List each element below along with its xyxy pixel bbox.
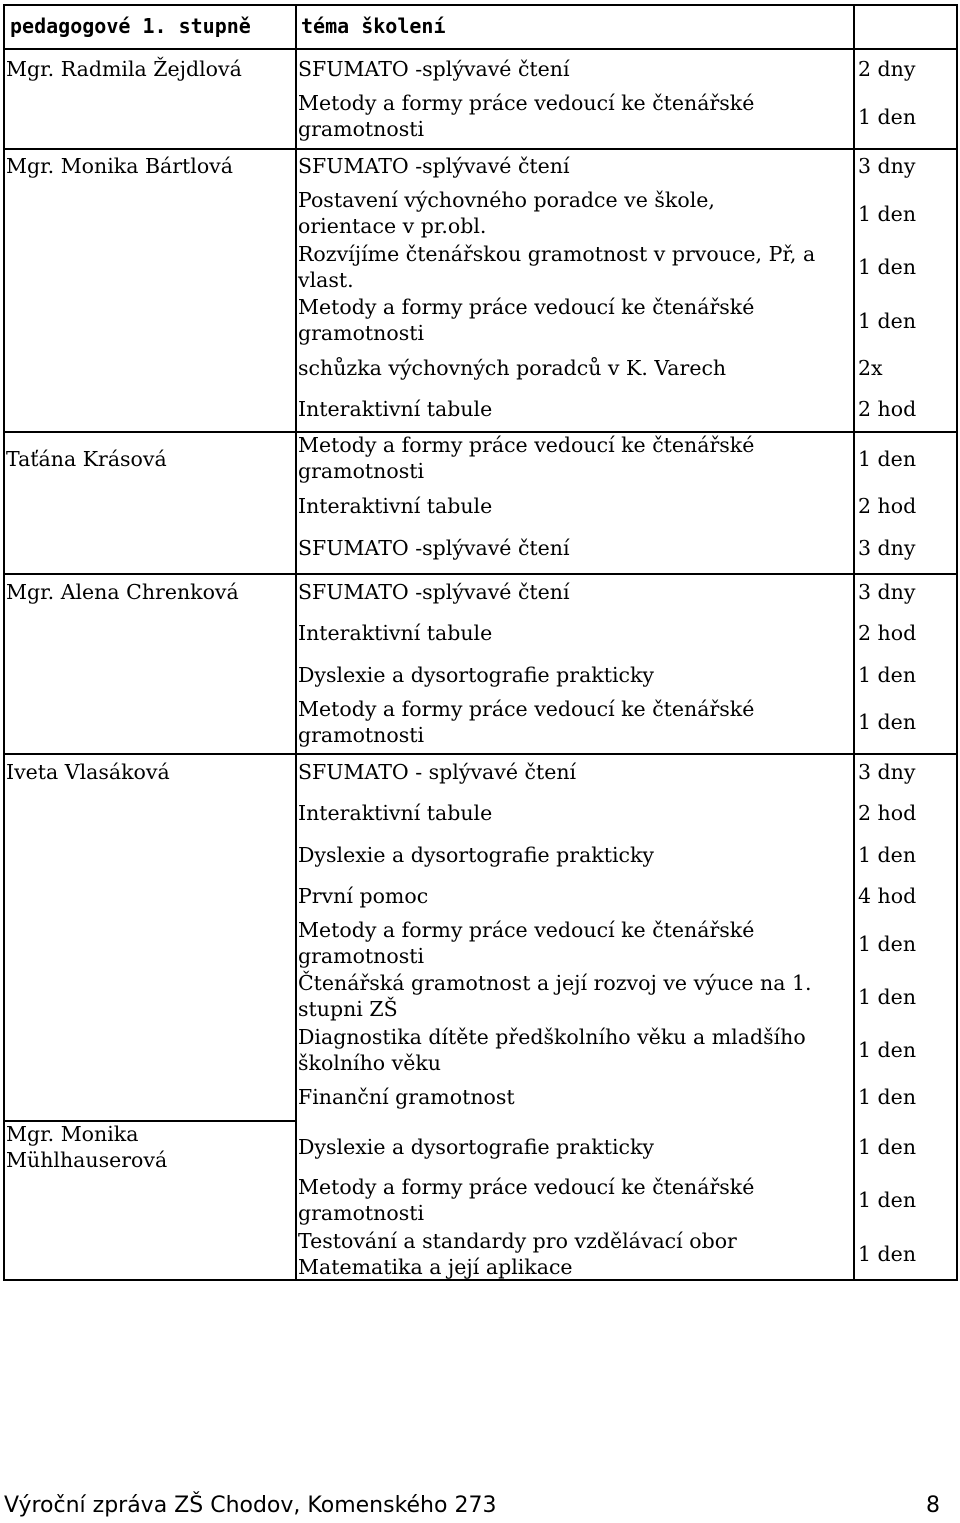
duration-cell: 2 hod: [858, 801, 917, 825]
row-divider: [5, 753, 956, 755]
duration-cell: 1 den: [858, 105, 917, 129]
duration-cell: 2 dny: [858, 57, 916, 81]
header-teachers: pedagogové 1. stupně: [10, 14, 251, 38]
topic-cell: Rozvíjíme čtenářskou gramotnost v prvouce, Př, a vlast.: [298, 242, 816, 292]
teacher-name: Mgr. Radmila Žejdlová: [6, 57, 242, 81]
topic-cell: Čtenářská gramotnost a její rozvoj ve výuce na 1. stupni ZŠ: [298, 971, 812, 1021]
duration-cell: 3 dny: [858, 760, 916, 784]
topic-cell: Metody a formy práce vedoucí ke čtenářské gramotnosti: [298, 295, 755, 345]
column-divider: [853, 6, 855, 1279]
duration-cell: 1 den: [858, 1188, 917, 1212]
topic-cell: Interaktivní tabule: [298, 397, 493, 421]
duration-cell: 3 dny: [858, 154, 916, 178]
topic-cell: SFUMATO -splývavé čtení: [298, 536, 570, 560]
topic-cell: První pomoc: [298, 884, 429, 908]
duration-cell: 1 den: [858, 710, 917, 734]
page-footer: [4, 1492, 940, 1520]
topic-cell: schůzka výchovných poradců v K. Varech: [298, 356, 727, 380]
duration-cell: 1 den: [858, 663, 917, 687]
topic-cell: Diagnostika dítěte předškolního věku a mladšího školního věku: [298, 1025, 806, 1075]
teacher-name: Mgr. Monika Mühlhauserová: [6, 1122, 168, 1172]
duration-cell: 1 den: [858, 985, 917, 1009]
topic-cell: SFUMATO -splývavé čtení: [298, 154, 570, 178]
topic-cell: SFUMATO -splývavé čtení: [298, 57, 570, 81]
duration-cell: 1 den: [858, 202, 917, 226]
teacher-name: Mgr. Monika Bártlová: [6, 154, 233, 178]
topic-cell: Interaktivní tabule: [298, 621, 493, 645]
topic-cell: Metody a formy práce vedoucí ke čtenářské gramotnosti: [298, 1175, 755, 1225]
duration-cell: 1 den: [858, 1038, 917, 1062]
duration-cell: 4 hod: [858, 884, 917, 908]
topic-cell: Dyslexie a dysortografie prakticky: [298, 843, 654, 867]
duration-cell: 3 dny: [858, 536, 916, 560]
topic-cell: Postavení výchovného poradce ve škole, orientace v pr.obl.: [298, 188, 715, 238]
teacher-name: Iveta Vlasáková: [6, 760, 170, 784]
duration-cell: 2x: [858, 356, 883, 380]
duration-cell: 1 den: [858, 309, 917, 333]
teacher-name: Taťána Krásová: [6, 447, 167, 471]
topic-cell: Dyslexie a dysortografie prakticky: [298, 663, 654, 687]
column-divider: [295, 6, 297, 1279]
topic-cell: Metody a formy práce vedoucí ke čtenářské gramotnosti: [298, 918, 755, 968]
topic-cell: Interaktivní tabule: [298, 494, 493, 518]
row-divider: [5, 148, 956, 150]
topic-cell: Interaktivní tabule: [298, 801, 493, 825]
topic-cell: Dyslexie a dysortografie prakticky: [298, 1135, 654, 1159]
teacher-name: Mgr. Alena Chrenková: [6, 580, 239, 604]
duration-cell: 1 den: [858, 447, 917, 471]
duration-cell: 2 hod: [858, 494, 917, 518]
topic-cell: Finanční gramotnost: [298, 1085, 515, 1109]
row-divider: [5, 48, 956, 50]
duration-cell: 1 den: [858, 932, 917, 956]
topic-cell: Metody a formy práce vedoucí ke čtenářské gramotnosti: [298, 91, 755, 141]
duration-cell: 1 den: [858, 255, 917, 279]
footer-title: Výroční zpráva ZŠ Chodov, Komenského 273: [4, 1493, 497, 1518]
duration-cell: 2 hod: [858, 621, 917, 645]
row-divider: [5, 431, 295, 433]
duration-cell: 1 den: [858, 1085, 917, 1109]
duration-cell: 1 den: [858, 843, 917, 867]
topic-cell: SFUMATO - splývavé čtení: [298, 760, 577, 784]
topic-cell: Metody a formy práce vedoucí ke čtenářské gramotnosti: [298, 697, 755, 747]
header-topic: téma školení: [301, 14, 446, 38]
topic-cell: Metody a formy práce vedoucí ke čtenářské gramotnosti: [298, 433, 755, 483]
page-number: 8: [926, 1493, 940, 1518]
duration-cell: 3 dny: [858, 580, 916, 604]
duration-cell: 2 hod: [858, 397, 917, 421]
row-divider: [5, 573, 956, 575]
topic-cell: SFUMATO -splývavé čtení: [298, 580, 570, 604]
duration-cell: 1 den: [858, 1135, 917, 1159]
duration-cell: 1 den: [858, 1242, 917, 1266]
topic-cell: Testování a standardy pro vzdělávací obor Matematika a její aplikace: [298, 1229, 737, 1279]
